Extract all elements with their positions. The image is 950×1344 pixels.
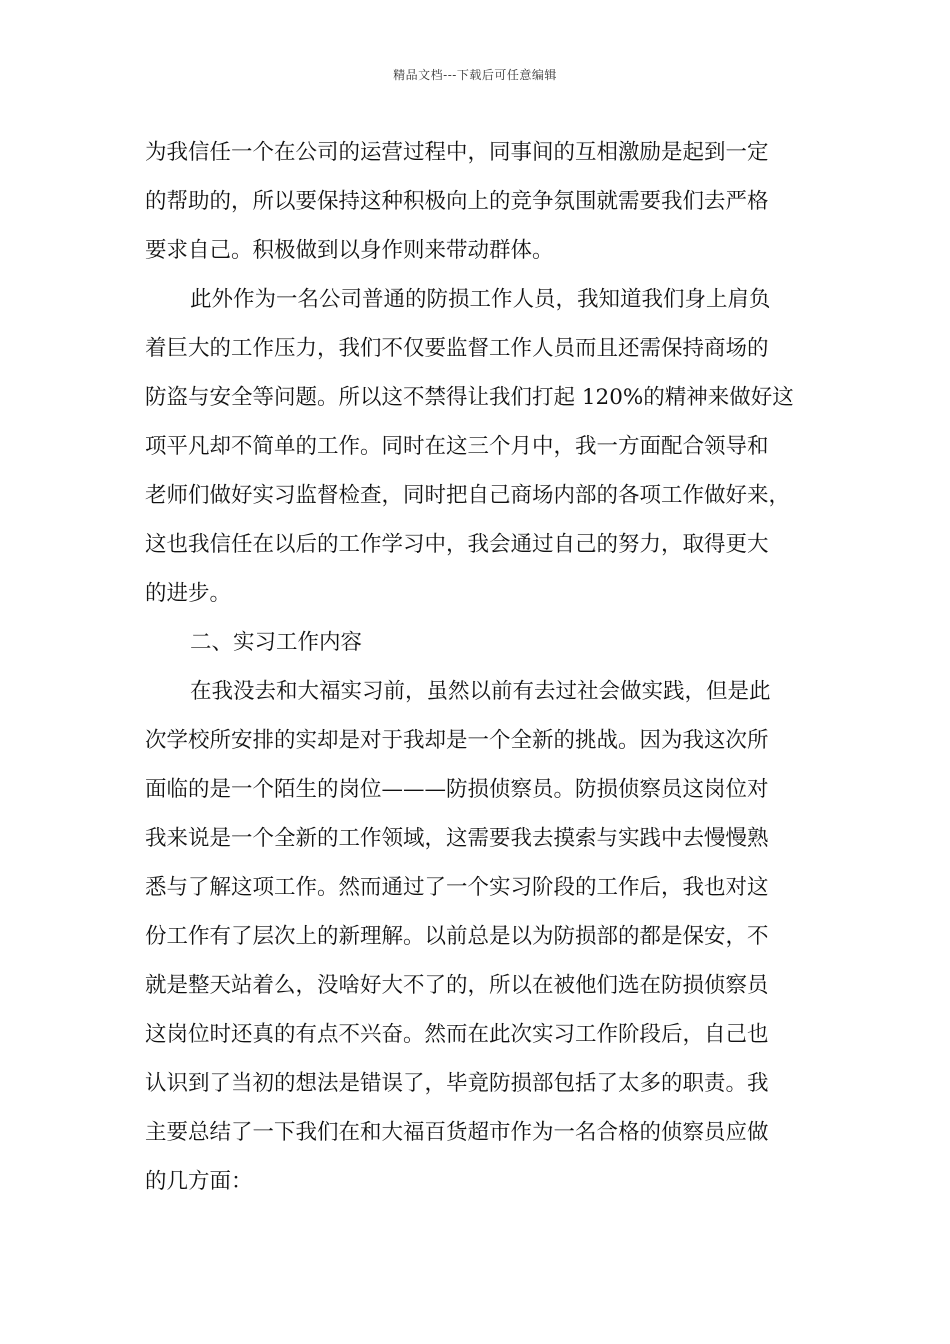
text-line: 的进步。 [145, 581, 232, 606]
text-line: 为我信任一个在公司的运营过程中，同事间的互相激励是起到一定 [145, 140, 769, 165]
document-body [145, 128, 815, 1206]
text-line: 的几方面： [145, 1169, 253, 1194]
text-line: 次学校所安排的实却是对于我却是一个全新的挑战。因为我这次所 [145, 728, 769, 753]
page-header: 精品文档---下载后可任意编辑 [393, 68, 557, 82]
text-line: 在我没去和大福实习前，虽然以前有去过社会做实践，但是此 [190, 679, 771, 704]
text-line: 认识到了当初的想法是错误了，毕竟防损部包括了太多的职责。我 [145, 1071, 769, 1096]
text-line: 面临的是一个陌生的岗位———防损侦察员。防损侦察员这岗位对 [145, 777, 769, 802]
text-line: 要求自己。积极做到以身作则来带动群体。 [145, 238, 554, 263]
text-line: 主要总结了一下我们在和大福百货超市作为一名合格的侦察员应做 [145, 1120, 769, 1145]
text-line: 这岗位时还真的有点不兴奋。然而在此次实习工作阶段后，自己也 [145, 1022, 769, 1047]
text-line: 份工作有了层次上的新理解。以前总是以为防损部的都是保安，不 [145, 924, 769, 949]
text-line: 老师们做好实习监督检查，同时把自己商场内部的各项工作做好来， [145, 483, 791, 508]
text-line: 的帮助的，所以要保持这种积极向上的竞争氛围就需要我们去严格 [145, 189, 769, 214]
text-line: 此外作为一名公司普通的防损工作人员，我知道我们身上肩负 [190, 287, 771, 312]
text-line: 这也我信任在以后的工作学习中，我会通过自己的努力，取得更大 [145, 532, 769, 557]
text-line: 我来说是一个全新的工作领域，这需要我去摸索与实践中去慢慢熟 [145, 826, 769, 851]
text-line: 防盗与安全等问题。所以这不禁得让我们打起 120%的精神来做好这 [145, 385, 794, 410]
text-line: 悉与了解这项工作。然而通过了一个实习阶段的工作后，我也对这 [145, 875, 769, 900]
text-line: 二、实习工作内容 [190, 630, 363, 655]
text-line: 着巨大的工作压力，我们不仅要监督工作人员而且还需保持商场的 [145, 336, 769, 361]
text-line: 项平凡却不简单的工作。同时在这三个月中，我一方面配合领导和 [145, 434, 769, 459]
text-line: 就是整天站着么，没啥好大不了的，所以在被他们选在防损侦察员 [145, 973, 769, 998]
